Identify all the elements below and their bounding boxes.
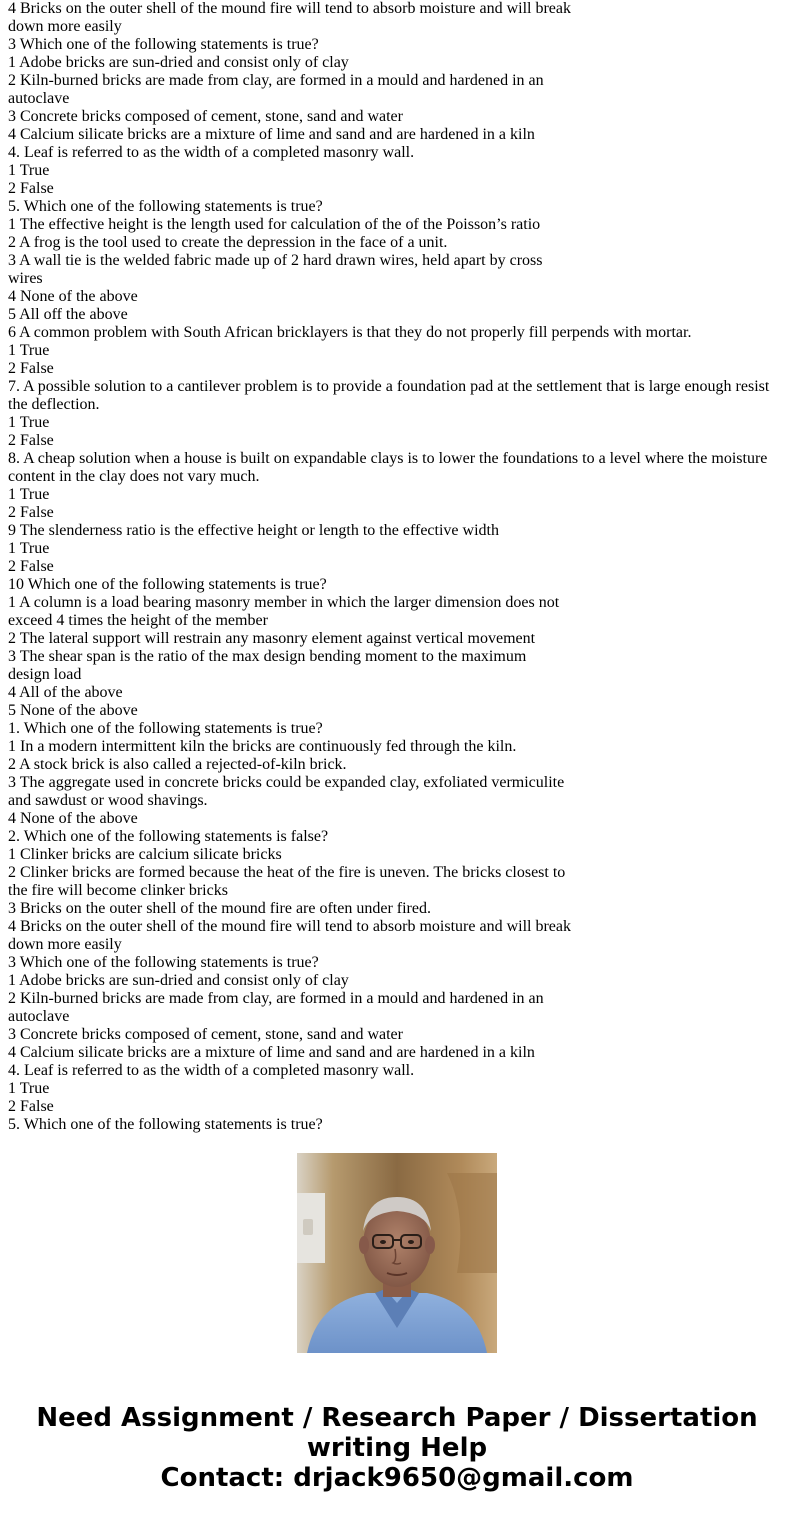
document-line: 2 Clinker bricks are formed because the heat of the fire is uneven. The bricks closest to — [8, 864, 566, 881]
document-line: 4 Bricks on the outer shell of the mound fire will tend to absorb moisture and will break — [8, 918, 571, 935]
document-line: 9 The slenderness ratio is the effective height or length to the effective width — [8, 522, 499, 539]
document-line: 5. Which one of the following statements is true? — [8, 198, 323, 215]
document-line: 1 A column is a load bearing masonry member in which the larger dimension does not — [8, 594, 560, 611]
document-line: 3 Which one of the following statements is true? — [8, 954, 319, 971]
document-text — [8, 0, 788, 1133]
document-line: wires — [8, 270, 43, 287]
document-line: 1 True — [8, 1080, 50, 1097]
document-line: design load — [8, 666, 82, 683]
document-line: 1 In a modern intermittent kiln the bricks are continuously fed through the kiln. — [8, 738, 517, 755]
document-line: 4 Bricks on the outer shell of the mound fire will tend to absorb moisture and will break — [8, 0, 571, 17]
document-line: the deflection. — [8, 396, 100, 413]
document-line: down more easily — [8, 18, 122, 35]
document-line: 2 Kiln-burned bricks are made from clay, are formed in a mould and hardened in an — [8, 990, 544, 1007]
document-line: 2 False — [8, 432, 54, 449]
document-line: 4. Leaf is referred to as the width of a completed masonry wall. — [8, 1062, 415, 1079]
document-line: 2 False — [8, 1098, 54, 1115]
author-avatar — [297, 1153, 497, 1353]
document-line: 2 Kiln-burned bricks are made from clay, are formed in a mould and hardened in an — [8, 72, 544, 89]
document-line: 4. Leaf is referred to as the width of a completed masonry wall. — [8, 144, 415, 161]
document-line: 4 Calcium silicate bricks are a mixture of lime and sand and are hardened in a kiln — [8, 126, 535, 143]
document-line: content in the clay does not vary much. — [8, 468, 260, 485]
document-line: autoclave — [8, 1008, 70, 1025]
document-line: 5. Which one of the following statements is true? — [8, 1116, 323, 1133]
document-line: 2 False — [8, 558, 54, 575]
document-line: 4 All of the above — [8, 684, 123, 701]
document-line: 1. Which one of the following statements is true? — [8, 720, 323, 737]
document-line: 4 Calcium silicate bricks are a mixture of lime and sand and are hardened in a kiln — [8, 1044, 535, 1061]
document-line: 6 A common problem with South African bricklayers is that they do not properly fill perpends with mortar. — [8, 324, 692, 341]
document-line: 1 Adobe bricks are sun-dried and consist only of clay — [8, 54, 349, 71]
document-line: 2 False — [8, 504, 54, 521]
document-line: 1 True — [8, 486, 50, 503]
document-line: 3 Concrete bricks composed of cement, stone, sand and water — [8, 1026, 403, 1043]
document-line: 5 All off the above — [8, 306, 128, 323]
document-line: 1 Adobe bricks are sun-dried and consist only of clay — [8, 972, 349, 989]
document-line: 2 A stock brick is also called a rejected-of-kiln brick. — [8, 756, 347, 773]
promo-line-1: Need Assignment / Research Paper / Dissertation — [36, 1403, 758, 1433]
document-line: 2 A frog is the tool used to create the depression in the face of a unit. — [8, 234, 448, 251]
document-line: 1 True — [8, 540, 50, 557]
document-line: and sawdust or wood shavings. — [8, 792, 208, 809]
document-line: 2 False — [8, 360, 54, 377]
document-line: 3 A wall tie is the welded fabric made up of 2 hard drawn wires, held apart by cross — [8, 252, 543, 269]
document-line: the fire will become clinker bricks — [8, 882, 228, 899]
author-photo-icon — [297, 1153, 497, 1353]
document-line: 4 None of the above — [8, 288, 138, 305]
document-line: exceed 4 times the height of the member — [8, 612, 268, 629]
document-line: 4 None of the above — [8, 810, 138, 827]
document-line: autoclave — [8, 90, 70, 107]
document-line: 2. Which one of the following statements is false? — [8, 828, 329, 845]
document-line: 1 The effective height is the length used for calculation of the of the Poisson’s ratio — [8, 216, 541, 233]
document-line: 2 False — [8, 180, 54, 197]
document-line: 2 The lateral support will restrain any masonry element against vertical movement — [8, 630, 536, 647]
document-line: 5 None of the above — [8, 702, 138, 719]
document-line: 10 Which one of the following statements is true? — [8, 576, 327, 593]
document-line: 1 True — [8, 162, 50, 179]
document-line: 3 The aggregate used in concrete bricks could be expanded clay, exfoliated vermiculite — [8, 774, 565, 791]
document-line: 1 True — [8, 342, 50, 359]
document-line: 7. A possible solution to a cantilever problem is to provide a foundation pad at the settlement that is large enough resist — [8, 378, 770, 395]
document-line: down more easily — [8, 936, 122, 953]
document-line: 3 The shear span is the ratio of the max design bending moment to the maximum — [8, 648, 527, 665]
document-line: 3 Which one of the following statements is true? — [8, 36, 319, 53]
document-line: 8. A cheap solution when a house is built on expandable clays is to lower the foundations to a level where the moisture — [8, 450, 768, 467]
promo-banner — [0, 1403, 794, 1493]
document-line: 3 Concrete bricks composed of cement, stone, sand and water — [8, 108, 403, 125]
promo-contact: Contact: drjack9650@gmail.com — [160, 1463, 634, 1493]
document-line: 1 True — [8, 414, 50, 431]
promo-line-2: writing Help — [306, 1433, 488, 1463]
document-line: 1 Clinker bricks are calcium silicate bricks — [8, 846, 282, 863]
document-line: 3 Bricks on the outer shell of the mound fire are often under fired. — [8, 900, 431, 917]
